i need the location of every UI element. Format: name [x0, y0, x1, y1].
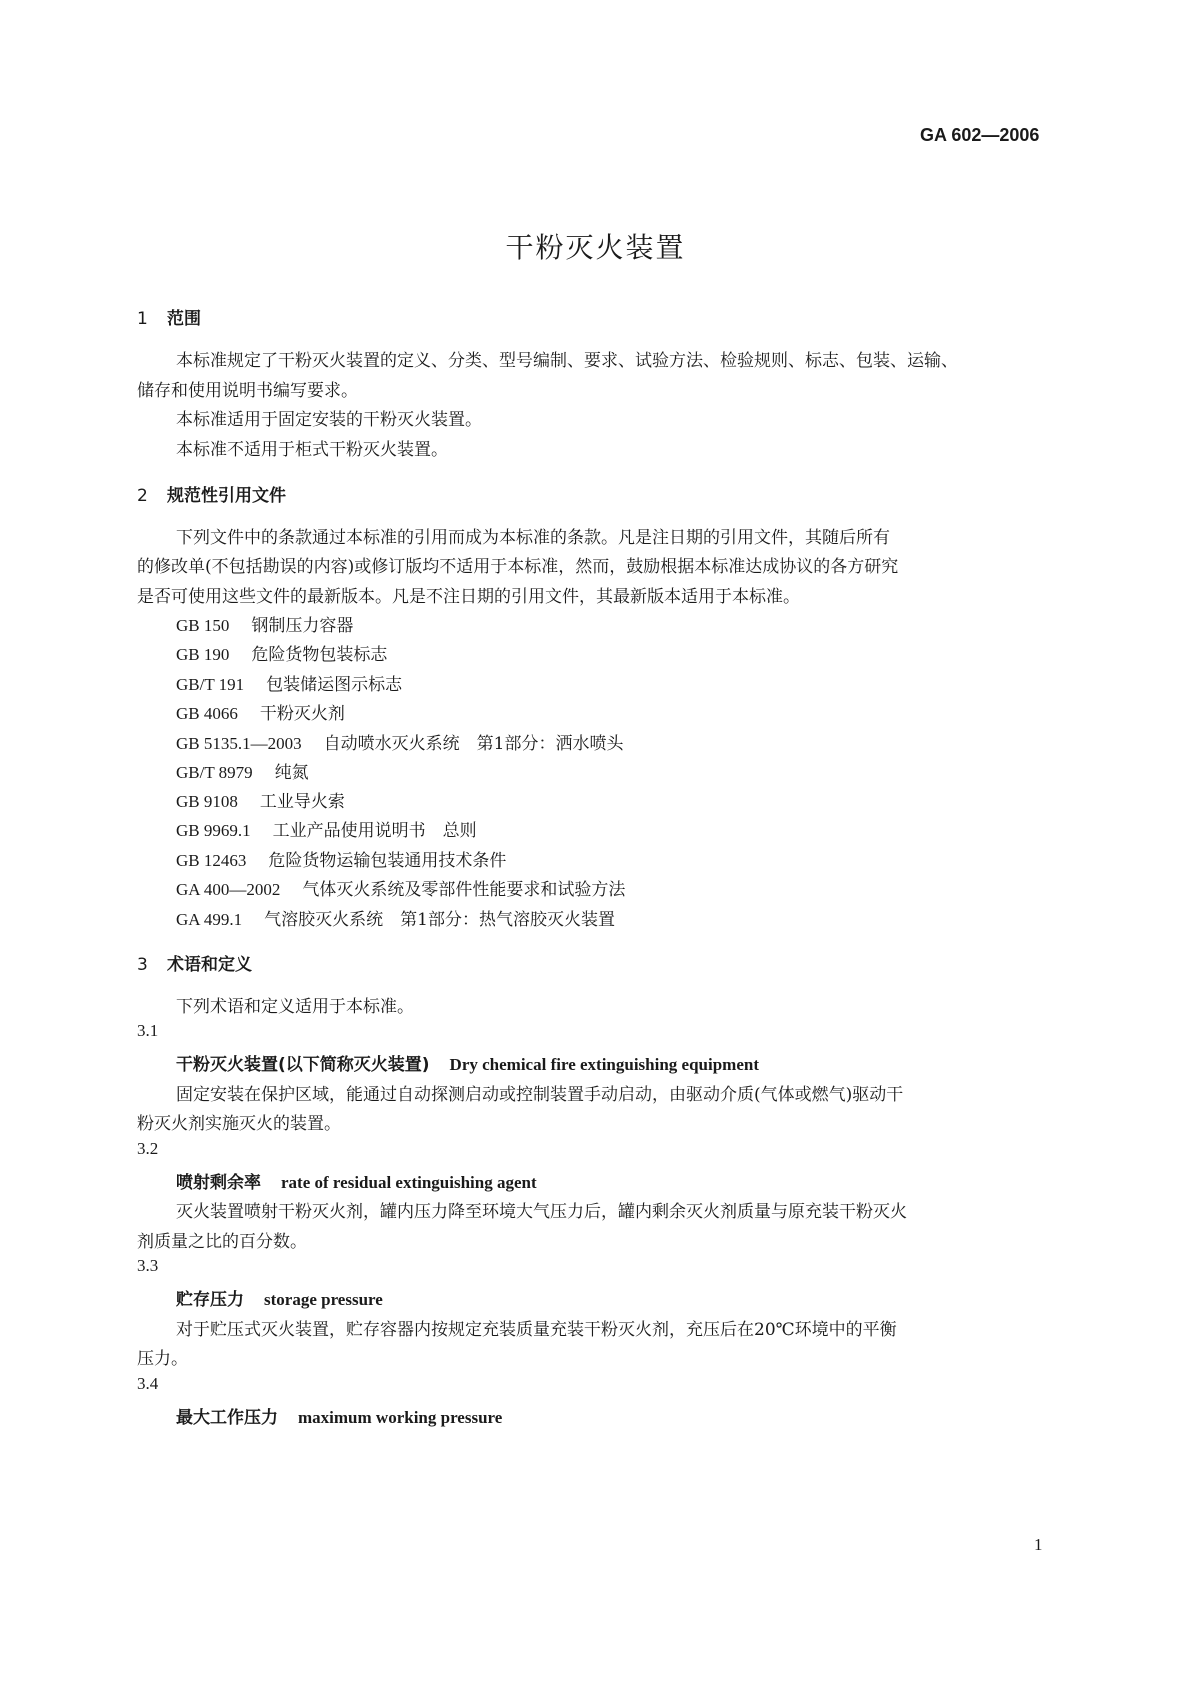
clause-number: 3.1: [137, 1021, 159, 1040]
reference-title: 自动喷水灭火系统 第1部分：洒水喷头: [323, 734, 624, 754]
term-zh: 贮存压力: [176, 1290, 244, 1310]
reference-item: [176, 758, 309, 783]
term-en: rate of residual extinguishing agent: [281, 1173, 537, 1192]
document-title: 干粉灭火装置: [505, 231, 686, 264]
reference-item: [176, 611, 353, 636]
reference-item: [176, 875, 625, 900]
section-heading-terms-and-definitions: [137, 950, 252, 975]
paragraph: 本标准适用于固定安装的干粉灭火装置。: [176, 410, 482, 430]
reference-code: GA 400—2002: [176, 880, 281, 899]
reference-code: GB/T 191: [176, 675, 245, 694]
paragraph: 下列术语和定义适用于本标准。: [176, 997, 414, 1017]
term-zh: 干粉灭火装置(以下简称灭火装置): [176, 1055, 430, 1075]
reference-item: [176, 699, 345, 724]
reference-title: 干粉灭火剂: [259, 704, 345, 724]
section-title: 范围: [167, 309, 201, 329]
term-zh: 最大工作压力: [176, 1408, 278, 1428]
reference-item: [176, 816, 477, 841]
term-zh: 喷射剩余率: [176, 1173, 261, 1193]
reference-code: GB 9969.1: [176, 821, 251, 840]
definition-line: 灭火装置喷射干粉灭火剂，罐内压力降至环境大气压力后，罐内剩余灭火剂质量与原充装干粉灭火: [176, 1202, 907, 1222]
definition-line: 对于贮压式灭火装置，贮存容器内按规定充装质量充装干粉灭火剂，充压后在20℃环境中的平衡: [176, 1320, 897, 1340]
definition-line: 剂质量之比的百分数。: [137, 1232, 307, 1252]
section-title: 规范性引用文件: [167, 486, 286, 506]
term-en: maximum working pressure: [298, 1408, 503, 1427]
section-heading-normative-references: [137, 481, 286, 506]
reference-code: GA 499.1: [176, 910, 243, 929]
reference-code: GB 5135.1—2003: [176, 734, 302, 753]
clause-number: 3.2: [137, 1139, 159, 1158]
reference-title: 危险货物运输包装通用技术条件: [268, 851, 507, 871]
paragraph-line: 本标准规定了干粉灭火装置的定义、分类、型号编制、要求、试验方法、检验规则、标志、包装、运输、: [176, 351, 958, 371]
page-number: 1: [1034, 1535, 1043, 1554]
reference-code: GB 4066: [176, 704, 238, 723]
section-number: 2: [137, 486, 148, 506]
term-heading: [176, 1403, 502, 1428]
term-en: Dry chemical fire extinguishing equipment: [449, 1055, 759, 1074]
reference-item: [176, 787, 345, 812]
reference-title: 钢制压力容器: [251, 616, 354, 636]
reference-code: GB 150: [176, 616, 230, 635]
term-heading: [176, 1168, 537, 1193]
reference-title: 气溶胶灭火系统 第1部分：热气溶胶灭火装置: [264, 910, 615, 930]
term-heading: [176, 1050, 759, 1075]
reference-item: [176, 905, 615, 930]
reference-item: [176, 640, 387, 665]
section-title: 术语和定义: [167, 955, 252, 975]
reference-code: GB/T 8979: [176, 763, 253, 782]
section-number: 1: [137, 309, 148, 329]
reference-title: 危险货物包装标志: [251, 645, 388, 665]
clause-number: 3.4: [137, 1374, 159, 1393]
paragraph-line: 的修改单(不包括勘误的内容)或修订版均不适用于本标准，然而，鼓励根据本标准达成协议的各方研究: [137, 557, 899, 577]
reference-code: GB 190: [176, 645, 230, 664]
reference-title: 工业产品使用说明书 总则: [272, 821, 477, 841]
paragraph-line: 是否可使用这些文件的最新版本。凡是不注日期的引用文件，其最新版本适用于本标准。: [137, 587, 800, 607]
section-heading-scope: [137, 304, 201, 329]
paragraph-line: 储存和使用说明书编写要求。: [137, 381, 358, 401]
reference-title: 包装储运图示标志: [266, 675, 403, 695]
term-heading: [176, 1285, 383, 1310]
reference-title: 纯氮: [274, 763, 309, 783]
reference-title: 工业导火索: [259, 792, 345, 812]
reference-item: [176, 729, 623, 754]
clause-number: 3.3: [137, 1256, 159, 1275]
reference-code: GB 9108: [176, 792, 238, 811]
reference-item: [176, 846, 506, 871]
reference-title: 气体灭火系统及零部件性能要求和试验方法: [302, 880, 626, 900]
paragraph-line: 下列文件中的条款通过本标准的引用而成为本标准的条款。凡是注日期的引用文件，其随后所有: [176, 528, 890, 548]
definition-line: 压力。: [137, 1349, 188, 1369]
paragraph: 本标准不适用于柜式干粉灭火装置。: [176, 440, 448, 460]
reference-item: [176, 670, 402, 695]
definition-line: 粉灭火剂实施灭火的装置。: [137, 1114, 341, 1134]
definition-line: 固定安装在保护区域，能通过自动探测启动或控制装置手动启动，由驱动介质(气体或燃气)驱动干: [176, 1085, 904, 1105]
reference-code: GB 12463: [176, 851, 247, 870]
term-en: storage pressure: [264, 1290, 383, 1309]
section-number: 3: [137, 955, 148, 975]
standard-number: GA 602—2006: [920, 125, 1040, 145]
